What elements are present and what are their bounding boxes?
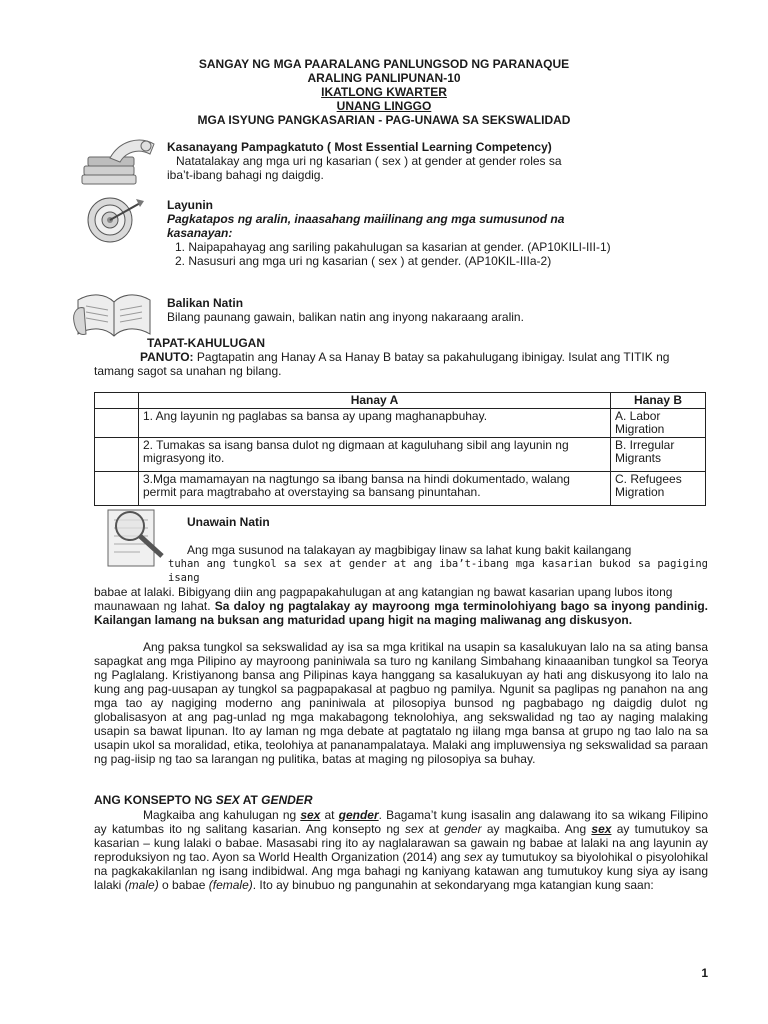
hanay-b-option-cont: Migration [615,485,665,499]
panuto-label: PANUTO: [140,350,194,364]
panuto-line-2: tamang sagot sa unahan ng bilang. [94,364,282,378]
target-icon [72,196,148,244]
tapat-section [94,336,708,378]
hanay-b-option-cont: Migration [615,422,665,436]
header-week: UNANG LINGGO [336,99,432,113]
table-header-row [95,393,706,409]
table-row [95,438,706,472]
unawain-p1-line-4a: maunawaan ng lahat. [94,599,215,613]
header-division: SANGAY NG MGA PAARALANG PANLUNGSOD NG PARANAQUE [198,57,570,71]
reading-book-icon [72,282,156,342]
balikan-text: Bilang paunang gawain, balikan natin ang inyong nakaraang aralin. [167,310,524,324]
competency-section [167,140,712,182]
competency-title: Kasanayang Pampagkatuto ( Most Essential Learning Competency) [167,140,552,154]
unawain-paragraph-2: Ang paksa tungkol sa sekswalidad ay isa sa mga kritikal na usapin sa kasalukuyan lalo na sa ating bansa sapagkat ang mga Pilipino ay mayroong paniniwala sa turo ng kanilang Simbahang kinaaaniban tungkol sa Teorya ng Paglalang. Kristiyanong bansa ang Pilipinas kaya hanggang sa kasalukuyan ay hati ang diskusyong ito lalo na kung ang pag-uusapan ay tungkol sa pagpapakasal at pagbuo ng pamilya. Ngunit sa paglipas ng panahon na ang mga tao ay nagiging moderno ang paniniwala at pilosopiya bunsod ng pagbabago ng daigdig dulot ng globalisasyon at ang pag-unlad ng mga makabagong teknolohiya, ang sekswalidad ng tao ay naging malaking usapin sa bawat lipunan. Ito ay laman ng mga debate at pagtatalo ng iilang mga bansa at grupo ng tao lalo na sa usapin ukol sa moralidad, etika, teolohiya at pananampalataya. Malaki ang impluwensiya ng sekswalidad sa paraan ng pag-iisip ng tao sa larangan ng pulitika, batas at maging ng pilosopiya sa buhay. [94,640,708,766]
konsepto-title-b: AT [239,793,262,807]
konsepto-title-sex: SEX [215,793,240,807]
table-row [95,409,706,438]
konsepto-text: Magkaiba ang kahulugan ng [143,808,301,822]
term-female: (female) [208,878,253,892]
konsepto-text: at [320,808,339,822]
layunin-intro-2: kasanayan: [167,226,233,240]
term-sex: sex [591,822,612,836]
hanay-b-cell [611,438,706,472]
unawain-title: Unawain Natin [187,515,270,529]
konsepto-text: ay tumutukoy sa kasarian – kung lalaki o babae. Masasabi ring ito ay naglalarawan sa gawain ng babae at lalaki na ang layunin ay reproduksiyon ng tao. Ayon sa World Health Organization (2014) ang [94,822,708,864]
balikan-section [167,296,712,324]
answer-blank-cell[interactable] [95,438,139,472]
term-sex: sex [404,822,424,836]
hanay-a-cell: 1. Ang layunin ng paglabas sa bansa ay upang maghanapbuhay. [139,409,611,438]
page-number: 1 [701,966,708,980]
hanay-b-cell [611,409,706,438]
panuto-line-1 [94,350,708,364]
term-gender: gender [338,808,379,822]
layunin-section [167,198,712,268]
panuto-text-1: Pagtapatin ang Hanay A sa Hanay B batay sa pakahulugang ibinigay. Isulat ang TITIK ng [193,350,670,364]
konsepto-title-a: ANG KONSEPTO NG [94,793,216,807]
hanay-b-cell [611,472,706,506]
unawain-p1-rest [94,599,708,627]
konsepto-text: ay magkaiba. Ang [481,822,592,836]
matching-table [94,392,706,506]
layunin-title: Layunin [167,198,214,212]
books-icon [80,136,160,188]
hanay-b-option: A. Labor [615,409,661,423]
term-sex: sex [300,808,321,822]
layunin-item-2: 2. Nasusuri ang mga uri ng kasarian ( sex ) at gender. (AP10KIL-IIIa-2) [175,254,552,268]
konsepto-title-gender: GENDER [261,793,313,807]
unawain-title-wrap [187,515,487,529]
table-header-hanay-b: Hanay B [611,393,706,409]
hanay-a-cell: 2. Tumakas sa isang bansa dulot ng digmaan at kaguluhang sibil ang layunin ng migrasyong ito. [139,438,611,472]
competency-text-1: Natatalakay ang mga uri ng kasarian ( sex ) at gender at gender roles sa [176,154,562,168]
header-topic: MGA ISYUNG PANGKASARIAN - PAG-UNAWA SA SEKSWALIDAD [197,113,571,127]
competency-text-2: iba’t-ibang bahagi ng daigdig. [167,168,324,182]
answer-blank-cell[interactable] [95,472,139,506]
unawain-paragraph-1 [94,543,708,627]
konsepto-text: . Ito ay binubuo ng pangunahin at sekondaryang mga katangian kung saan: [252,878,654,892]
hanay-b-option-cont: Migrants [615,451,662,465]
layunin-intro-1: Pagkatapos ng aralin, inaasahang maiilinang ang mga sumusunod na [167,212,565,226]
balikan-title: Balikan Natin [167,296,244,310]
unawain-p1-line-3: babae at lalaki. Bibigyang diin ang pagpapakahulugan at ang katangian ng bawat kasarian upang lubos itong [94,585,673,599]
unawain-p1-line-2: tuhan ang tungkol sa sex at gender at ang iba’t-ibang mga kasarian bukod sa pagiging isang [168,558,708,584]
term-male: (male) [124,878,159,892]
table-header-hanay-a: Hanay A [139,393,611,409]
table-row [95,472,706,506]
hanay-a-cell: 3.Mga mamamayan na nagtungo sa ibang bansa na hindi dokumentado, walang permit para magtrabaho at overstaying sa bansang pinuntahan. [139,472,611,506]
term-sex: sex [463,850,483,864]
hanay-b-option: B. Irregular [615,438,675,452]
document-header [0,57,768,127]
konsepto-paragraph [94,808,708,892]
konsepto-text: ay tumutukoy sa biyolohikal o pisyolohikal na pagkakakilanlan ng isang indibidwal. Ang mga bahagi ng kaniyang katawan ang tumutukoy kung siya ay isang lalaki [94,850,708,892]
unawain-p1-line-1: Ang mga susunod na talakayan ay magbibigay linaw sa lahat kung bakit kailangang [187,543,632,557]
header-quarter: IKATLONG KWARTER [321,85,447,99]
konsepto-title [94,793,708,807]
konsepto-text: . Bagama’t kung isasalin ang dalawang ito sa wikang Filipino ay katumbas ito ng salitang kasarian. Ang konsepto ng [94,808,708,836]
tapat-title: TAPAT-KAHULUGAN [147,336,265,350]
table-header-blank [95,393,139,409]
konsepto-text: at [423,822,445,836]
answer-blank-cell[interactable] [95,409,139,438]
unawain-p1-bold: Sa daloy ng pagtalakay ay mayroong mga terminolohiyang bago sa inyong pandinig. Kailangan lamang na buksan ang maturidad upang higit na maging maliwanag ang diskusyon. [94,599,708,627]
header-subject: ARALING PANLIPUNAN-10 [307,71,461,85]
konsepto-text: o babae [158,878,209,892]
layunin-item-1: 1. Naipapahayag ang sariling pakahulugan sa kasarian at gender. (AP10KILI-III-1) [175,240,611,254]
term-gender: gender [444,822,482,836]
hanay-b-option: C. Refugees [615,472,682,486]
